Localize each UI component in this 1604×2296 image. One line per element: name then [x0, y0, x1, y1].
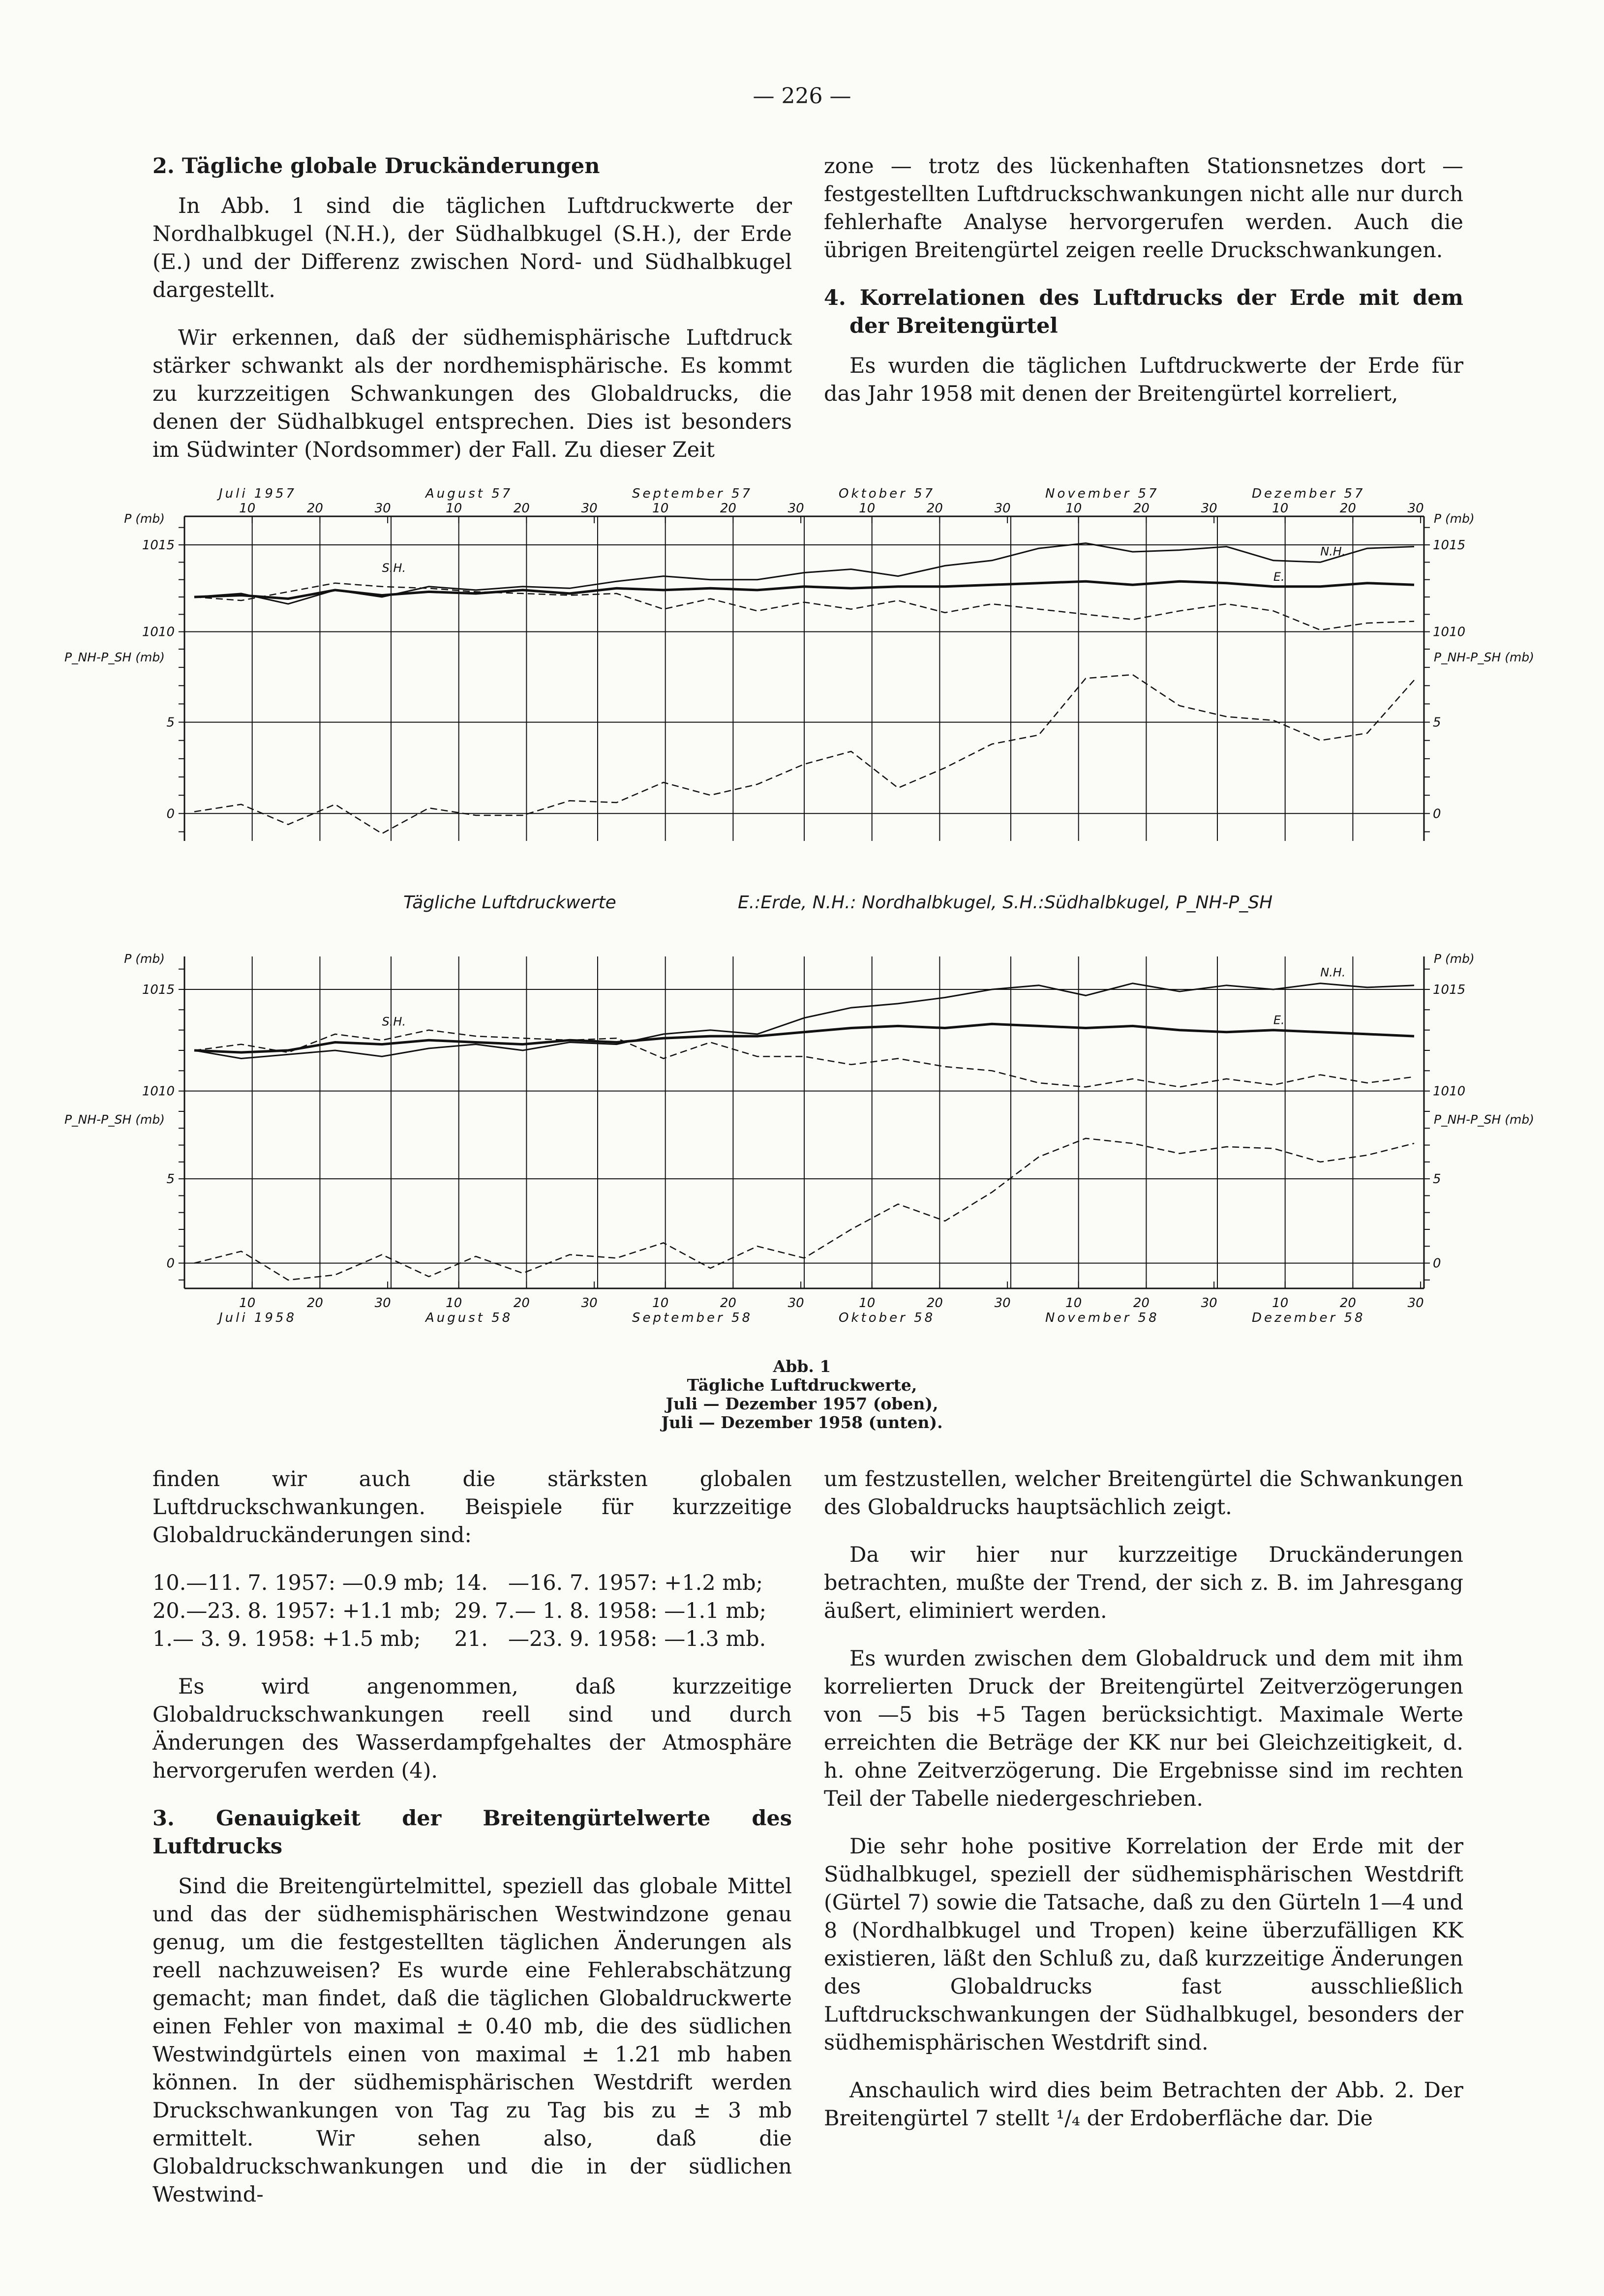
y-tick-label: 0 — [1433, 806, 1441, 822]
month-label: August 58 — [425, 1311, 513, 1325]
figure-caption — [0, 1357, 1604, 1432]
y-tick-label: 0 — [1433, 1256, 1441, 1271]
month-label: November 58 — [1045, 1311, 1159, 1325]
page-number: — 226 — — [753, 84, 851, 109]
x-tick-label: 10 — [1272, 501, 1289, 516]
x-tick-label: 30 — [1407, 501, 1424, 516]
x-tick-label: 20 — [926, 1296, 943, 1311]
x-tick-label: 20 — [926, 501, 943, 516]
x-tick-label: 10 — [859, 501, 876, 516]
x-tick-label: 20 — [1339, 1296, 1356, 1311]
examples-table — [152, 1569, 776, 1653]
table-cell: 10.—11. 7. 1957: —0.9 mb; — [152, 1571, 445, 1595]
month-label: Oktober 58 — [839, 1311, 936, 1325]
month-label: November 57 — [1045, 487, 1159, 501]
month-label: September 58 — [632, 1311, 753, 1325]
x-tick-label: 20 — [513, 1296, 530, 1311]
chart-1957 — [0, 487, 1604, 870]
paragraph: Es wurden die täglichen Luftdruckwerte der Erde für das Jahr 1958 mit denen der Breitengürtel korreliert, — [824, 354, 1463, 406]
series-label: N.H. — [1320, 544, 1346, 559]
y-axis-label: P (mb) — [124, 952, 165, 966]
month-label: September 57 — [632, 487, 753, 501]
left-column-bottom — [152, 1465, 792, 2229]
paragraph: Sind die Breitengürtelmittel, speziell das globale Mittel und das der südhemisphärischen Westwindzone genau genug, um die festgestellten täglichen Änderungen als reell nachzuweisen? Es wurde eine Fehlerabschätzung gemacht; man findet, daß die täglichen Globaldruckwerte einen Fehler von maximal ± 0.40 mb, die des südlichen Westwindgürtels einen von maximal ± 1.21 mb haben können. In der südhemisphärischen Westdrift werden Druckschwankungen von Tag zu Tag bis zu ± 3 mb ermittelt. Wir sehen also, daß die Globaldruckschwankungen und die in der südlichen Westwind- — [152, 1874, 792, 2207]
y-tick-label: 5 — [166, 1172, 175, 1187]
y-axis-label: P_NH-P_SH (mb) — [64, 650, 165, 664]
legend-title: Tägliche Luftdruckwerte — [403, 893, 616, 913]
x-tick-label: 10 — [859, 1296, 876, 1311]
section-heading-3: 3. Genauigkeit der Breitengürtelwerte des Luftdrucks — [152, 1806, 792, 1859]
x-tick-label: 30 — [1201, 501, 1217, 516]
table-row — [152, 1597, 776, 1625]
x-tick-label: 20 — [513, 501, 530, 516]
series-label: E. — [1273, 569, 1285, 584]
y-tick-label: 1010 — [142, 625, 175, 640]
x-tick-label: 30 — [581, 501, 598, 516]
month-label: Juli 1958 — [219, 1311, 297, 1325]
paragraph: Die sehr hohe positive Korrelation der Erde mit der Südhalbkugel, speziell der südhemisphärischen Westdrift (Gürtel 7) sowie die Tatsache, daß zu den Gürteln 1—4 und 8 (Nordhalbkugel und Tropen) keine überzufälligen KK existieren, läßt den Schluß zu, daß kurzzeitige Änderungen des Globaldrucks fast ausschließlich Luftdruckschwankungen der Südhalbkugel, besonders der südhemisphärischen Westdrift sind. — [824, 1834, 1463, 2055]
y-axis-label: P (mb) — [124, 511, 165, 526]
paragraph: um festzustellen, welcher Breitengürtel die Schwankungen des Globaldrucks hauptsächlich zeigt. — [824, 1467, 1463, 1520]
paragraph: In Abb. 1 sind die täglichen Luftdruckwerte der Nordhalbkugel (N.H.), der Südhalbkugel (S.H.), der Erde (E.) und der Differenz zwischen Nord- und Südhalbkugel dargestellt. — [152, 194, 792, 302]
x-tick-label: 20 — [1133, 1296, 1150, 1311]
y-axis-label: P_NH-P_SH (mb) — [64, 1112, 165, 1127]
x-tick-label: 10 — [239, 1296, 256, 1311]
y-tick-label: 5 — [1433, 1172, 1441, 1187]
section-heading-4: 4. Korrelationen des Luftdrucks der Erde mit dem der Breitengürtel — [824, 286, 1463, 338]
paragraph: Es wird angenommen, daß kurzzeitige Globaldruckschwankungen reell sind und durch Änderungen des Wasserdampfgehaltes der Atmosphäre hervorgerufen werden (4). — [152, 1674, 792, 1783]
y-tick-label: 0 — [166, 1256, 175, 1271]
y-axis-label: P (mb) — [1434, 952, 1475, 966]
left-column-top — [152, 152, 792, 484]
table-cell: 29. 7.— 1. 8. 1958: —1.1 mb; — [454, 1599, 767, 1623]
y-tick-label: 1015 — [1433, 983, 1466, 997]
paragraph: finden wir auch die stärksten globalen Luftdruckschwankungen. Beispiele für kurzzeitige Globaldruckänderungen sind: — [152, 1467, 792, 1548]
right-column-top — [824, 152, 1463, 428]
caption-line: Juli — Dezember 1958 (unten). — [661, 1413, 943, 1432]
x-tick-label: 30 — [374, 501, 391, 516]
x-tick-label: 10 — [239, 501, 256, 516]
table-cell: 20.—23. 8. 1957: +1.1 mb; — [152, 1599, 441, 1623]
month-label: August 57 — [425, 487, 513, 501]
x-tick-label: 10 — [1065, 501, 1082, 516]
right-column-bottom — [824, 1465, 1463, 2152]
paragraph: Es wurden zwischen dem Globaldruck und dem mit ihm korrelierten Druck der Breitengürtel Zeitverzögerungen von —5 bis +5 Tagen berücksichtigt. Maximale Werte erreichten die Beträge der KK nur bei Gleichzeitigkeit, d. h. ohne Zeitverzögerung. Die Ergebnisse sind im rechten Teil der Tabelle niedergeschrieben. — [824, 1646, 1463, 1811]
x-tick-label: 30 — [994, 1296, 1011, 1311]
caption-line: Juli — Dezember 1957 (oben), — [666, 1394, 938, 1413]
series-label: S.H. — [382, 1014, 406, 1029]
chart-1958-svg — [0, 944, 1604, 1338]
table-row — [152, 1625, 776, 1653]
paragraph: Da wir hier nur kurzzeitige Druckänderungen betrachten, mußte der Trend, der sich z. B. im Jahresgang äußert, eliminiert werden. — [824, 1543, 1463, 1623]
paragraph: Anschaulich wird dies beim Betrachten der Abb. 2. Der Breitengürtel 7 stellt ¹/₄ der Erdoberfläche dar. Die — [824, 2078, 1463, 2131]
table-row — [152, 1569, 776, 1597]
table-cell: 1.— 3. 9. 1958: +1.5 mb; — [152, 1627, 421, 1651]
x-tick-label: 30 — [581, 1296, 598, 1311]
x-tick-label: 10 — [446, 1296, 462, 1311]
x-tick-label: 30 — [1201, 1296, 1217, 1311]
paragraph: zone — trotz des lückenhaften Stationsnetzes dort — festgestellten Luftdruckschwankungen nicht alle nur durch fehlerhafte Analyse hervorgerufen werden. Auch die übrigen Breitengürtel zeigen reelle Druckschwankungen. — [824, 154, 1463, 263]
y-tick-label: 5 — [1433, 715, 1441, 730]
table-cell: 14. —16. 7. 1957: +1.2 mb; — [454, 1571, 763, 1595]
chart-1957-svg — [0, 487, 1604, 870]
y-axis-label: P (mb) — [1434, 511, 1475, 526]
x-tick-label: 20 — [306, 1296, 323, 1311]
month-label: Juli 1957 — [219, 487, 297, 501]
x-tick-label: 30 — [787, 1296, 804, 1311]
x-tick-label: 10 — [1065, 1296, 1082, 1311]
month-label: Oktober 57 — [839, 487, 936, 501]
x-tick-label: 30 — [1407, 1296, 1424, 1311]
y-tick-label: 1015 — [142, 983, 175, 997]
x-tick-label: 20 — [306, 501, 323, 516]
x-tick-label: 20 — [720, 501, 736, 516]
x-tick-label: 10 — [446, 501, 462, 516]
x-tick-label: 30 — [374, 1296, 391, 1311]
x-tick-label: 10 — [652, 501, 669, 516]
y-tick-label: 1015 — [1433, 538, 1466, 553]
series-label: N.H. — [1320, 965, 1346, 980]
x-tick-label: 20 — [1339, 501, 1356, 516]
y-tick-label: 1015 — [142, 538, 175, 553]
x-tick-label: 30 — [994, 501, 1011, 516]
y-axis-label: P_NH-P_SH (mb) — [1434, 650, 1535, 664]
y-tick-label: 1010 — [142, 1084, 175, 1099]
legend-series-key: E.:Erde, N.H.: Nordhalbkugel, S.H.:Südhalbkugel, P_NH-P_SH — [738, 893, 1273, 913]
x-tick-label: 30 — [787, 501, 804, 516]
y-tick-label: 5 — [166, 715, 175, 730]
y-axis-label: P_NH-P_SH (mb) — [1434, 1112, 1535, 1127]
chart-1958 — [0, 944, 1604, 1338]
series-label: E. — [1273, 1013, 1285, 1027]
y-tick-label: 0 — [166, 806, 175, 822]
table-cell: 21. —23. 9. 1958: —1.3 mb. — [454, 1627, 766, 1651]
y-tick-label: 1010 — [1433, 1084, 1466, 1099]
month-label: Dezember 57 — [1252, 487, 1365, 501]
paragraph: Wir erkennen, daß der südhemisphärische Luftdruck stärker schwankt als der nordhemisphärische. Es kommt zu kurzzeitigen Schwankungen des Globaldrucks, die denen der Südhalbkugel entsprechen. Dies ist besonders im Südwinter (Nordsommer) der Fall. Zu dieser Zeit — [152, 326, 792, 462]
x-tick-label: 10 — [652, 1296, 669, 1311]
caption-line: Abb. 1 — [773, 1357, 831, 1376]
y-tick-label: 1010 — [1433, 625, 1466, 640]
x-tick-label: 20 — [1133, 501, 1150, 516]
x-tick-label: 20 — [720, 1296, 736, 1311]
series-label: S.H. — [382, 561, 406, 575]
x-tick-label: 10 — [1272, 1296, 1289, 1311]
month-label: Dezember 58 — [1252, 1311, 1365, 1325]
section-heading-2: 2. Tägliche globale Druckänderungen — [152, 154, 600, 179]
caption-line: Tägliche Luftdruckwerte, — [687, 1375, 917, 1395]
